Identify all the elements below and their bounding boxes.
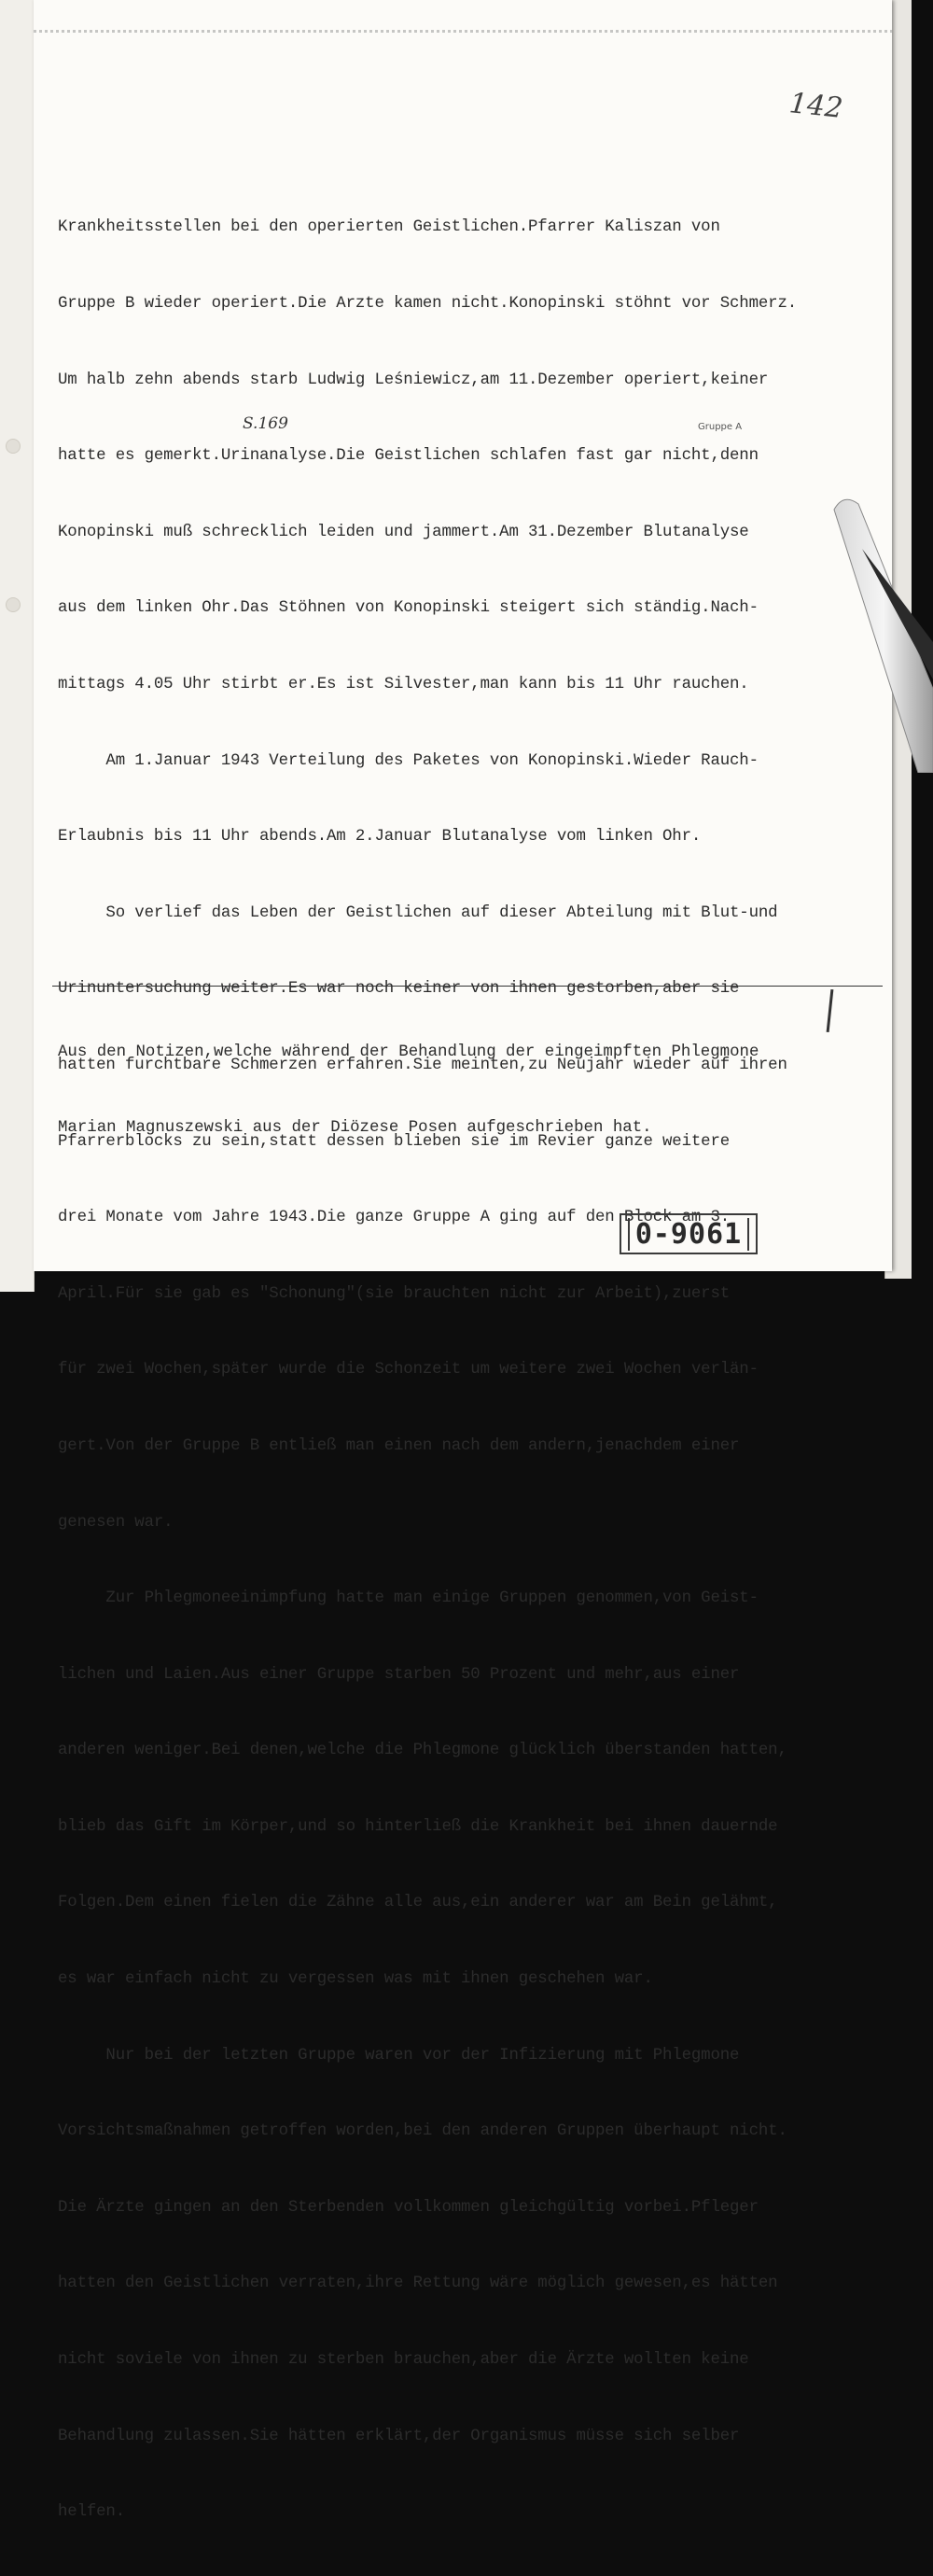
text-line: So verlief das Leben der Geistlichen auf dieser Abteilung mit Blut-und — [58, 903, 778, 922]
source-line: Marian Magnuszewski aus der Diözese Posen aufgeschrieben hat. — [58, 1119, 652, 1138]
text-line: aus dem linken Ohr.Das Stöhnen von Konopinski steigert sich ständig.Nach- — [58, 599, 759, 618]
source-note — [58, 989, 879, 1191]
text-line: für zwei Wochen,später wurde die Schonzeit um weitere zwei Wochen verlän- — [58, 1361, 759, 1379]
text-line: Pfarrerblocks zu sein,statt dessen blieben sie im Revier ganze weitere — [58, 1132, 731, 1151]
text-line: Krankheitsstellen bei den operierten Geistlichen.Pfarrer Kaliszan von — [58, 218, 720, 237]
text-line: genesen war. — [58, 1513, 174, 1532]
text-line: Behandlung zulassen.Sie hätten erklärt,der Organismus müsse sich selber — [58, 2427, 740, 2445]
text-line: drei Monate vom Jahre 1943.Die ganze Gruppe A ging auf den Block am 3. — [58, 1209, 731, 1227]
text-line: es war einfach nicht zu vergessen was mit ihnen geschehen war. — [58, 1970, 653, 1989]
text-line: Um halb zehn abends starb Ludwig Leśniewicz,am 11.Dezember operiert,keiner — [58, 371, 769, 389]
archive-stamp-number: 0-9061 — [628, 1218, 749, 1251]
text-line: hatten furchtbare Schmerzen erfahren.Sie meinten,zu Neujahr wieder auf ihren — [58, 1056, 787, 1074]
punch-hole — [6, 597, 21, 612]
text-line: April.Für sie gab es "Schonung"(sie brauchten nicht zur Arbeit),zuerst — [58, 1284, 731, 1303]
text-line: Gruppe B wieder operiert.Die Arzte kamen nicht.Konopinski stöhnt vor Schmerz. — [58, 295, 798, 313]
archive-stamp — [620, 1213, 758, 1254]
document-page — [34, 0, 892, 2522]
previous-page-edge — [0, 0, 35, 1292]
source-divider — [52, 986, 883, 987]
text-line: Zur Phlegmoneeinimpfung hatte man einige Gruppen genommen,von Geist- — [58, 1589, 759, 1608]
text-line: helfen. — [58, 2503, 126, 2522]
top-rule — [34, 30, 892, 33]
tweezers-icon — [825, 493, 933, 773]
text-line: hatten den Geistlichen verraten,ihre Rettung wäre möglich gewesen,es hätten — [58, 2275, 778, 2293]
text-line: Erlaubnis bis 11 Uhr abends.Am 2.Januar Blutanalyse vom linken Ohr. — [58, 828, 702, 847]
text-line: gert.Von der Gruppe B entließ man einen nach dem andern,jenachdem einer — [58, 1436, 740, 1455]
text-line: Nur bei der letzten Gruppe waren vor der Infizierung mit Phlegmone — [58, 2046, 740, 2065]
text-line: blieb das Gift im Körper,und so hinterließ die Krankheit bei ihnen dauernde — [58, 1817, 778, 1836]
text-line: anderen weniger.Bei denen,welche die Phlegmone glücklich überstanden hatten, — [58, 1742, 787, 1760]
body-text — [58, 164, 879, 2576]
text-line: lichen und Laien.Aus einer Gruppe starben 50 Prozent und mehr,aus einer — [58, 1665, 740, 1684]
text-line: hatte es gemerkt.Urinanalyse.Die Geistlichen schlafen fast gar nicht,denn — [58, 447, 759, 466]
text-line: Folgen.Dem einen fielen die Zähne alle aus,ein anderer war am Bein gelähmt, — [58, 1894, 778, 1912]
handwritten-insert: S.169 — [243, 414, 288, 433]
text-line: Die Ärzte gingen an den Sterbenden vollkommen gleichgültig vorbei.Pfleger — [58, 2198, 759, 2217]
text-line: mittags 4.05 Uhr stirbt er.Es ist Silvester,man kann bis 11 Uhr rauchen. — [58, 675, 749, 693]
text-line: Am 1.Januar 1943 Verteilung des Paketes von Konopinski.Wieder Rauch- — [58, 751, 759, 770]
source-line: Aus den Notizen,welche während der Behandlung der eingeimpften Phlegmone — [58, 1043, 759, 1061]
text-line: Urinuntersuchung weiter.Es war noch keiner von ihnen gestorben,aber sie — [58, 980, 740, 999]
text-line: nicht soviele von ihnen zu sterben brauchen,aber die Ärzte wollten keine — [58, 2351, 749, 2370]
text-line: Konopinski muß schrecklich leiden und jammert.Am 31.Dezember Blutanalyse — [58, 523, 749, 541]
folio-number: 142 — [787, 87, 844, 125]
handwritten-note: Gruppe A — [698, 422, 743, 432]
punch-hole — [6, 439, 21, 454]
text-line: Vorsichtsmaßnahmen getroffen worden,bei den anderen Gruppen überhaupt nicht. — [58, 2122, 787, 2141]
